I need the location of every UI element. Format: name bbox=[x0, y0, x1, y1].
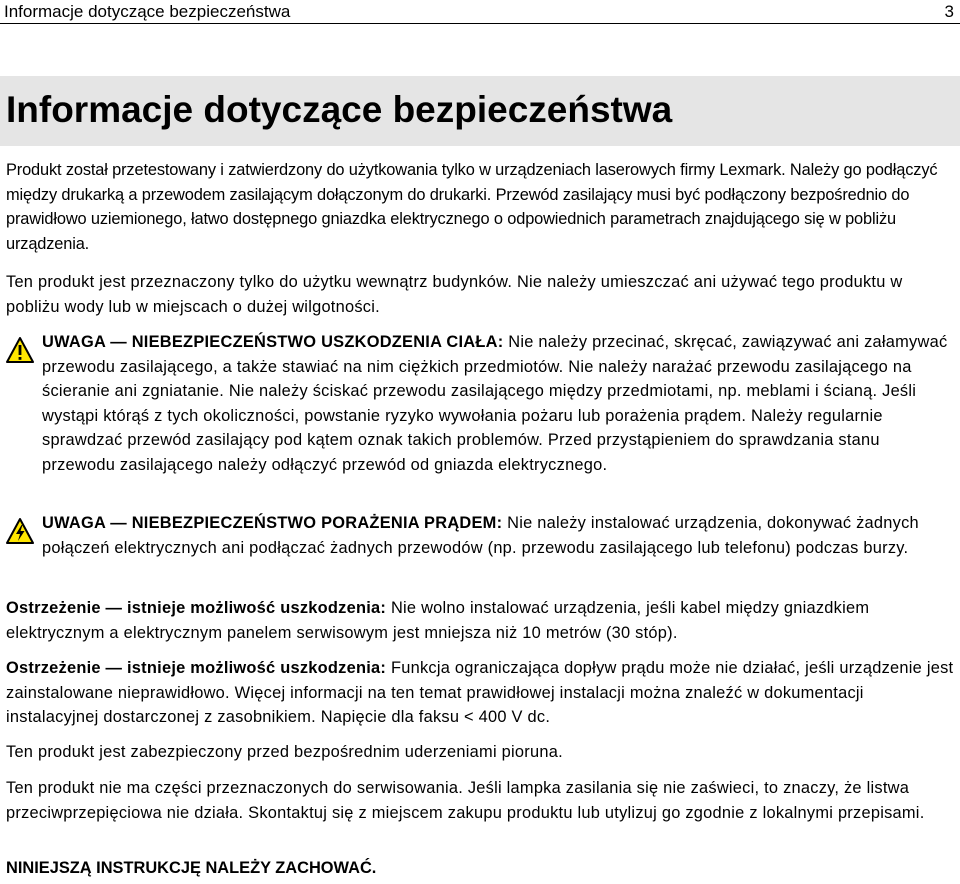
running-header bbox=[4, 2, 956, 22]
notice-current-limit bbox=[6, 656, 956, 730]
page-title: Informacje dotyczące bezpieczeństwa bbox=[6, 89, 673, 130]
save-instructions-note: NINIEJSZĄ INSTRUKCJĘ NALEŻY ZACHOWAĆ. bbox=[6, 859, 377, 877]
paragraph-no-service-parts: Ten produkt nie ma części przeznaczonych do serwisowania. Jeśli lampka zasilania się nie zaświeci, to znaczy, że listwa przeciwprzepięciowa nie działa. Skontaktuj się z miejscem zakupu produktu lub utylizuj go zgodnie z lokalnymi przepisami. bbox=[6, 779, 925, 822]
caution-injury-label: UWAGA — NIEBEZPIECZEŃSTWO USZKODZENIA CIAŁA: bbox=[42, 333, 504, 351]
header-section-title: Informacje dotyczące bezpieczeństwa bbox=[4, 2, 291, 21]
paragraph-lexmark-usage: Produkt został przetestowany i zatwierdzony do użytkowania tylko w urządzeniach laserowych firmy Lexmark. Należy go podłączyć między drukarką a przewodem zasilającym dołączonym do drukarki. Przewód zasilający musi być podłączony bezpośrednio do prawidłowo uziemionego, łatwo dostępnego gniazdka elektrycznego o odpowiednich parametrach znajdującego się w pobliżu urządzenia. bbox=[6, 161, 938, 253]
notice-current-limit-label: Ostrzeżenie — istnieje możliwość uszkodzenia: bbox=[6, 659, 387, 677]
caution-shock-label: UWAGA — NIEBEZPIECZEŃSTWO PORAŻENIA PRĄDEM: bbox=[42, 514, 503, 532]
notice-cable-length bbox=[6, 596, 956, 645]
caution-shock-body: Nie należy instalować urządzenia, dokonywać żadnych połączeń elektrycznych ani podłączać żadnych przewodów (np. przewodu zasilającego lub telefonu) podczas burzy. bbox=[42, 514, 919, 557]
caution-shock-text bbox=[42, 511, 954, 560]
header-rule bbox=[0, 23, 960, 24]
paragraph-indoor-use: Ten produkt jest przeznaczony tylko do użytku wewnątrz budynków. Nie należy umieszczać ani używać tego produktu w pobliżu wody lub w miejscach o dużej wilgotności. bbox=[6, 273, 903, 316]
notice-current-limit-body: Funkcja ograniczająca dopływ prądu może nie działać, jeśli urządzenie jest zainstalowane nieprawidłowo. Więcej informacji na ten temat prawidłowej instalacji można znaleźć w dokumentacji instalacyjnej dostarczonej z zasobnikiem. Napięcie dla faksu < 400 V dc. bbox=[6, 659, 954, 726]
notice-cable-length-body: Nie wolno instalować urządzenia, jeśli kabel między gniazdkiem elektrycznym a elektrycznym panelem serwisowym jest mniejsza niż 10 metrów (30 stóp). bbox=[6, 599, 870, 642]
paragraph-lightning: Ten produkt jest zabezpieczony przed bezpośrednim uderzeniami pioruna. bbox=[6, 743, 563, 761]
warning-triangle-icon bbox=[6, 336, 34, 364]
electric-shock-warning-icon bbox=[6, 517, 34, 545]
caution-injury-text bbox=[42, 330, 954, 477]
notice-cable-length-label: Ostrzeżenie — istnieje możliwość uszkodzenia: bbox=[6, 599, 387, 617]
caution-injury-body: Nie należy przecinać, skręcać, zawiązywać ani załamywać przewodu zasilającego, a także stawiać na nim ciężkich przedmiotów. Nie należy narażać przewodu zasilającego na ścieranie ani zgniatanie. Nie należy ściskać przewodu zasilającego między przedmiotami, np. meblami i ścianą. Jeśli wystąpi którąś z tych okoliczności, powstanie ryzyko wywołania pożaru lub porażenia prądem. Należy regularnie sprawdzać przewód zasilający pod kątem oznak takich problemów. Przed przystąpieniem do sprawdzania stanu przewodu zasilającego należy odłączyć przewód od gniazda elektrycznego. bbox=[42, 333, 948, 474]
page-number: 3 bbox=[944, 2, 954, 21]
